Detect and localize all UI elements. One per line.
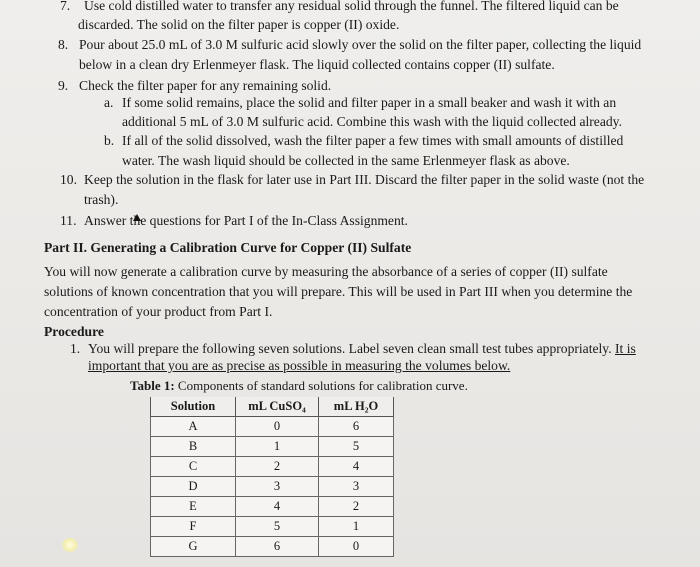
table-row xyxy=(151,417,394,437)
table-cell: 1 xyxy=(236,437,319,457)
table-caption xyxy=(130,377,468,394)
column-header: Solution xyxy=(151,397,236,417)
substep-text: If all of the solid dissolved, wash the filter paper a few times with small amounts of distilled xyxy=(122,133,624,148)
substep-text: If some solid remains, place the solid and filter paper in a small beaker and wash it with an xyxy=(122,95,617,110)
table-cell: 4 xyxy=(319,457,394,477)
part-2-intro-line-2: solutions of known concentration that you will prepare. This will be used in Part III when you determine the xyxy=(44,284,633,299)
table-cell: 4 xyxy=(236,497,319,517)
table-row xyxy=(151,537,394,557)
step-text: You will prepare the following seven solutions. Label seven clean small test tubes appropriately. xyxy=(88,341,616,356)
step-9a-line-2: additional 5 mL of 3.0 M sulfuric acid. Combine this wash with the liquid collected already. xyxy=(122,114,622,129)
table-cell: 2 xyxy=(236,457,319,477)
part-2-intro-line-3: concentration of your product from Part I. xyxy=(44,304,273,319)
procedure-step-1-line-1 xyxy=(70,340,636,357)
table-cell: F xyxy=(151,517,236,537)
step-text: Check the filter paper for any remaining solid. xyxy=(79,78,332,93)
table-cell: A xyxy=(151,417,236,437)
step-text: Use cold distilled water to transfer any residual solid through the funnel. The filtered liquid can be xyxy=(84,0,619,13)
table-cell: E xyxy=(151,497,236,517)
table-caption-text: Components of standard solutions for calibration curve. xyxy=(174,378,468,393)
column-header: mL CuSO₄ xyxy=(236,397,319,417)
emphasis-text: It is xyxy=(615,341,636,356)
light-glare xyxy=(62,538,78,552)
step-text: Answer the questions for Part I of the In-Class Assignment. xyxy=(84,213,408,228)
step-number: 8. xyxy=(58,37,69,52)
substep-letter: b. xyxy=(104,133,115,148)
step-9-line xyxy=(58,77,331,94)
column-header: mL H₂O xyxy=(319,397,394,417)
table-cell: 3 xyxy=(236,477,319,497)
table-cell: 1 xyxy=(319,517,394,537)
step-number: 7. xyxy=(60,0,71,13)
step-10-line-1 xyxy=(60,171,644,188)
mouse-cursor-icon xyxy=(133,214,141,221)
table-row xyxy=(151,497,394,517)
step-9b-line-2: water. The wash liquid should be collected in the same Erlenmeyer flask as above. xyxy=(122,153,570,168)
step-11-line xyxy=(60,212,408,229)
table-row xyxy=(151,477,394,497)
table-caption-label: Table 1: xyxy=(130,378,175,393)
table-row xyxy=(151,457,394,477)
procedure-step-1-line-2: important that you are as precise as possible in measuring the volumes below. xyxy=(88,358,511,373)
step-number: 11. xyxy=(60,213,77,228)
table-cell: 6 xyxy=(319,417,394,437)
step-number: 10. xyxy=(60,172,77,187)
table-cell: C xyxy=(151,457,236,477)
step-number: 1. xyxy=(70,341,81,356)
table-cell: 5 xyxy=(319,437,394,457)
part-2-heading: Part II. Generating a Calibration Curve for Copper (II) Sulfate xyxy=(44,240,412,255)
step-9b-line-1 xyxy=(104,132,623,149)
table-row xyxy=(151,437,394,457)
table-cell: 0 xyxy=(236,417,319,437)
step-text: Keep the solution in the flask for later use in Part III. Discard the filter paper in the solid waste (not the xyxy=(84,172,645,187)
step-9a-line-1 xyxy=(104,94,616,111)
procedure-heading: Procedure xyxy=(44,324,104,339)
standard-solutions-table xyxy=(150,397,394,557)
table-cell: 3 xyxy=(319,477,394,497)
substep-letter: a. xyxy=(104,95,114,110)
table-cell: B xyxy=(151,437,236,457)
table-header-row xyxy=(151,397,394,417)
table-cell: 6 xyxy=(236,537,319,557)
step-8-line-2: below in a clean dry Erlenmeyer flask. The liquid collected contains copper (II) sulfate. xyxy=(79,57,555,72)
part-2-intro-line-1: You will now generate a calibration curve by measuring the absorbance of a series of copper (II) sulfate xyxy=(44,264,608,279)
table-row xyxy=(151,517,394,537)
table-cell: 5 xyxy=(236,517,319,537)
step-number: 9. xyxy=(58,78,69,93)
table-cell: 0 xyxy=(319,537,394,557)
table-cell: G xyxy=(151,537,236,557)
step-7-line-2: discarded. The solid on the filter paper is copper (II) oxide. xyxy=(78,17,400,32)
step-7-line-1 xyxy=(60,0,619,14)
table-cell: 2 xyxy=(319,497,394,517)
table-cell: D xyxy=(151,477,236,497)
step-10-line-2: trash). xyxy=(84,192,119,207)
step-text: Pour about 25.0 mL of 3.0 M sulfuric acid slowly over the solid on the filter paper, collecting the liquid xyxy=(79,37,642,52)
step-8-line-1 xyxy=(58,36,641,53)
